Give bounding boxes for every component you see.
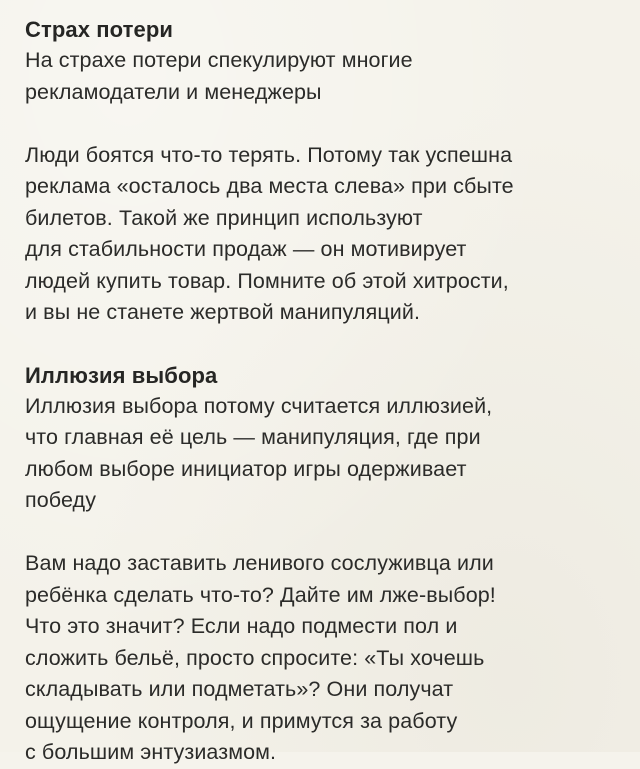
text-line: Что это значит? Если надо подмести пол и	[25, 614, 458, 638]
section-body	[25, 140, 625, 329]
text-line: Люди боятся что-то терять. Потому так успешна	[25, 142, 513, 167]
text-line: для стабильности продаж — он мотивирует	[25, 237, 467, 261]
text-line: ощущение контроля, и примутся за работу	[25, 708, 458, 733]
text-line: сложить бельё, просто спросите: «Ты хочешь	[25, 645, 485, 670]
section-intro	[25, 45, 625, 108]
section-title: Иллюзия выбора	[25, 362, 218, 388]
text-line: Иллюзия выбора потому считается иллюзией,	[25, 393, 493, 418]
text-line: что главная её цель — манипуляция, где при	[25, 425, 481, 449]
text-line: рекламодатели и менеджеры	[25, 79, 322, 104]
section-body	[25, 548, 625, 769]
article-content	[25, 14, 625, 769]
text-line: складывать или подметать»? Они получат	[25, 677, 454, 701]
text-line: ребёнка сделать что-то? Дайте им лже-выбор!	[25, 582, 496, 607]
text-line: и вы не станете жертвой манипуляций.	[25, 300, 421, 324]
section-illusion-of-choice	[25, 360, 625, 769]
section-title: Страх потери	[25, 17, 174, 42]
section-loss-aversion	[25, 14, 625, 329]
text-line: билетов. Такой же принцип используют	[25, 205, 423, 230]
text-line: реклама «осталось два места слева» при сбыте	[25, 174, 514, 198]
text-line: людей купить товар. Помните об этой хитрости,	[25, 268, 509, 293]
text-line: победу	[25, 488, 97, 512]
text-line: любом выборе инициатор игры одерживает	[25, 456, 467, 481]
text-line: Вам надо заставить ленивого сослуживца или	[25, 551, 494, 575]
section-intro	[25, 391, 625, 517]
text-line: с большим энтузиазмом.	[25, 740, 277, 764]
text-line: На страхе потери спекулируют многие	[25, 48, 413, 72]
